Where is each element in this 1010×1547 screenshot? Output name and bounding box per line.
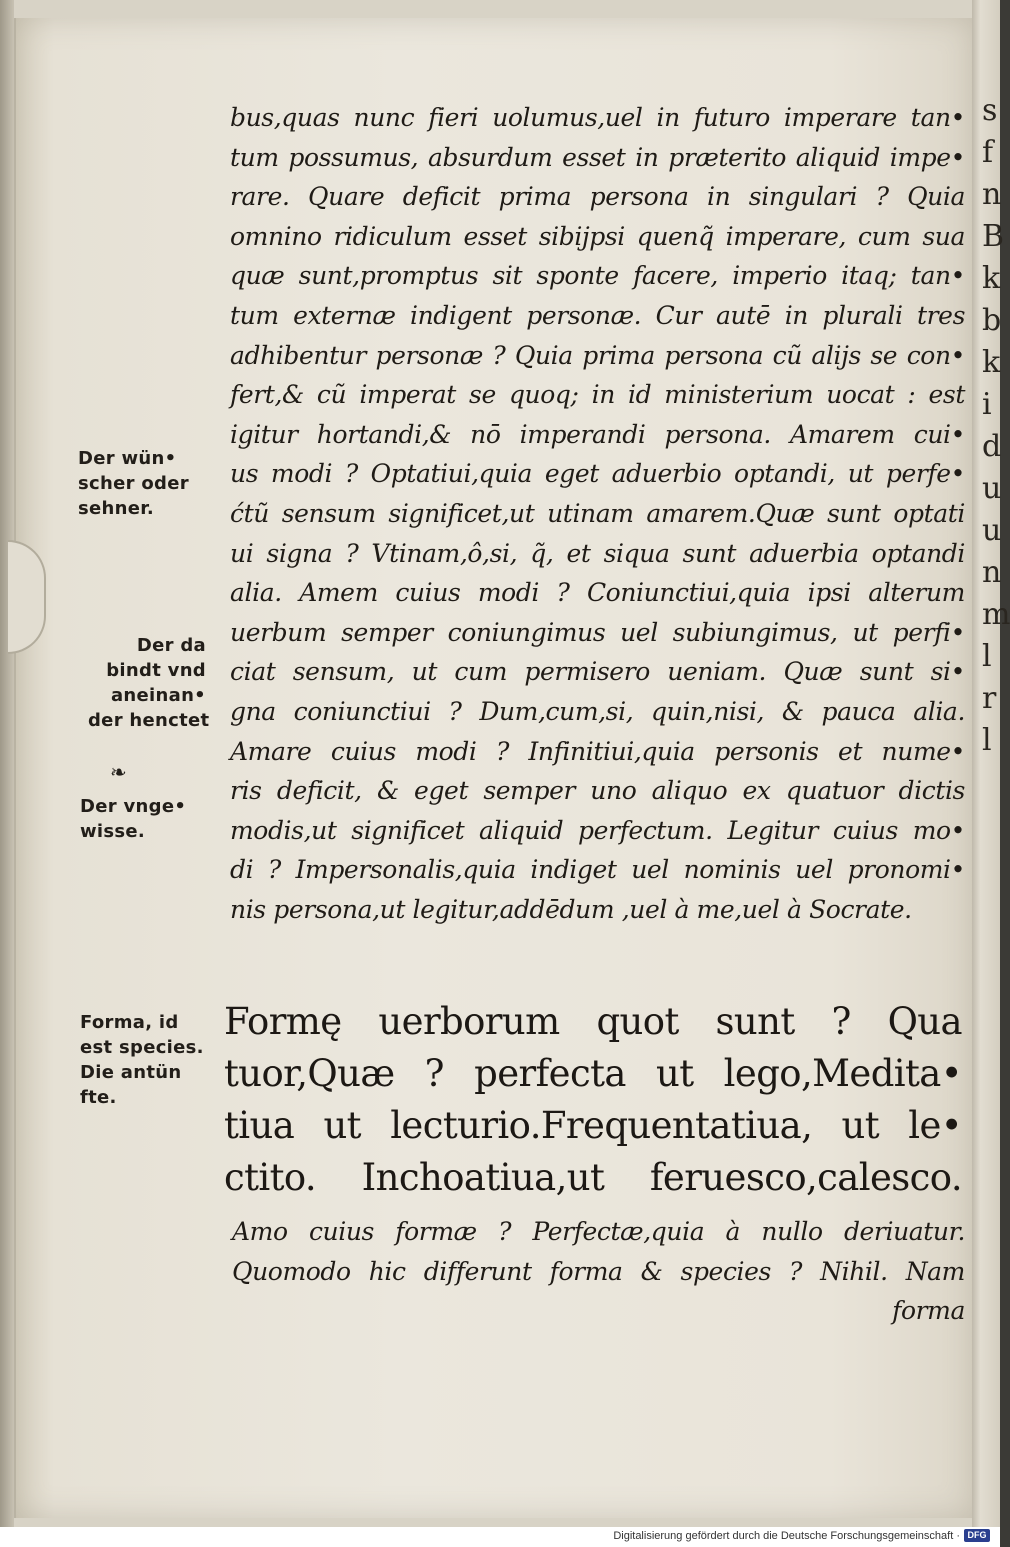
margin-note-line: Die antün [80,1062,182,1083]
text-line: tum externæ indigent personæ. Cur autē in plurali tres [230,300,965,330]
tail-text-block [232,1212,965,1331]
margin-note-line: bindt vnd [106,660,206,681]
dfg-credit: Digitalisierung gefördert durch die Deutsche Forschungsgemeinschaft · [613,1530,960,1542]
text-line: tum possumus, absurdum esset in præterito aliquid impe• [230,142,965,172]
main-text-block [230,98,965,929]
roman-heading-block [224,996,962,1204]
catchword: forma [892,1296,965,1326]
text-line: ciat sensum, ut cum permisero ueniam. Quæ sunt si• [230,657,965,687]
margin-note-line: Der wün• [78,448,177,469]
text-line: uerbum semper coniungimus uel subiungimus, ut perfi• [230,617,965,647]
roman-line: tiua ut lecturio.Frequentatiua, ut le• [224,1104,962,1147]
margin-note-line: Der vnge• [80,796,187,817]
text-line: igitur hortandi,& nō imperandi persona. Amarem cui• [230,419,965,449]
text-line: modis,ut significet aliquid perfectum. Legitur cuius mo• [230,815,965,845]
text-line: Quomodo hic differunt forma & species ? Nihil. Nam [232,1256,965,1286]
roman-line: tuor,Quæ ? perfecta ut lego,Medita• [224,1052,962,1095]
text-line: us modi ? Optatiui,quia eget aduerbio optandi, ut perfe• [230,459,965,489]
margin-note-line: sehner. [78,498,155,519]
text-line: ui signa ? Vtinam,ô,si, q̃, et siqua sunt aduerbia optandi [230,538,965,568]
book-binding [0,0,14,1547]
text-line: di ? Impersonalis,quia indiget uel nominis uel pronomi• [230,855,965,885]
text-line: ris deficit, & eget semper uno aliquo ex quatuor dictis [230,776,965,806]
roman-line: ctito. Inchoatiua,ut feruesco,calesco. [224,1156,962,1199]
margin-note-line: est species. [80,1037,204,1058]
margin-note-line: Der da [136,635,206,656]
margin-note-line: aneinan• [110,685,206,706]
text-line: alia. Amem cuius modi ? Coniunctiui,quia ipsi alterum [230,578,965,608]
margin-note-infinitivus [80,794,186,844]
roman-line: Formę uerborum quot sunt ? Qua [224,1000,962,1043]
margin-note-coniunctivus [88,633,210,733]
text-line: fert,& cũ imperat se quoq; in id ministerium uocat : est [230,380,965,410]
text-line: quæ sunt,promptus sit sponte facere, imperio itaq; tan• [230,261,965,291]
margin-note-line: der henctet [88,710,210,731]
margin-note-line: scher oder [78,473,189,494]
margin-note-line: Forma, id [80,1012,179,1033]
text-line: rare. Quare deficit prima persona in singulari ? Quia [230,182,965,212]
leaf-ornament-icon: ❧ [110,760,128,784]
margin-note-line: fte. [80,1087,117,1108]
text-line: gna coniunctiui ? Dum,cum,si, quin,nisi, & pauca alia. [230,696,965,726]
margin-note-line: wisse. [80,821,146,842]
text-line: nis persona,ut legitur,addēdum ,uel à me,uel à Socrate. [230,894,912,924]
margin-note-forma [80,1010,204,1110]
text-line: Amare cuius modi ? Infinitiui,quia personis et nume• [230,736,965,766]
text-line: ćtũ sensum significet,ut utinam amarem.Quæ sunt optati [230,498,965,528]
text-line: Amo cuius formæ ? Perfectæ,quia à nullo deriuatur. [232,1217,965,1246]
facing-page-text: s f n B k b k i d u u n m l r l [982,93,1010,758]
dfg-logo: DFG [964,1529,990,1542]
text-line: bus,quas nunc fieri uolumus,uel in futuro imperare tan• [230,103,965,132]
margin-note-optativus [78,446,189,521]
text-line: adhibentur personæ ? Quia prima persona cũ alijs se con• [230,340,965,370]
text-line: omnino ridiculum esset sibijpsi quenq̃ imperare, cum sua [230,221,965,251]
